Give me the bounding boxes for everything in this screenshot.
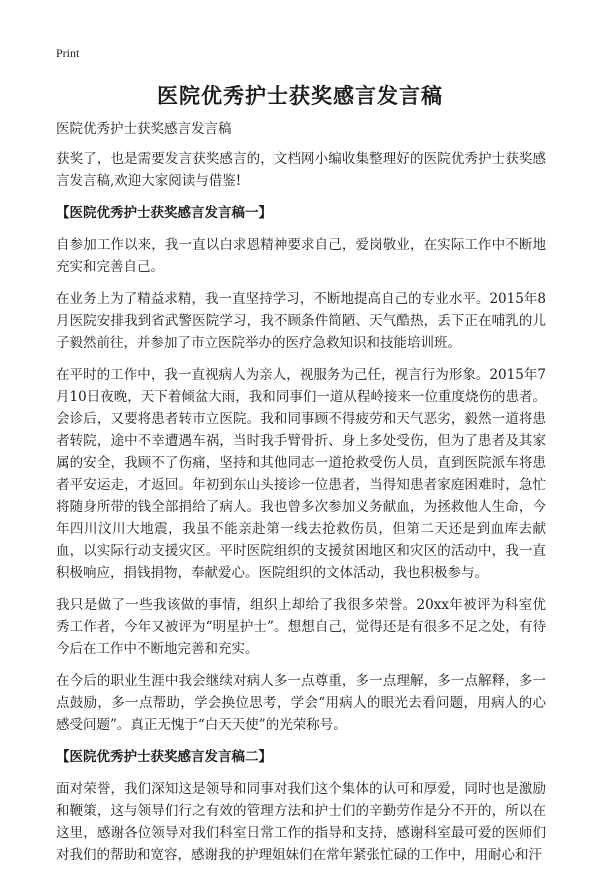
section1-paragraph: 在今后的职业生涯中我会继续对病人多一点尊重，多一点理解，多一点解释，多一点鼓励，多一点帮助，学会换位思考，学会“用病人的眼光去看问题，用病人的心感受问题”。真正无愧于“白天天使”的光荣称号。 [56,673,546,733]
intro-paragraph: 获奖了，也是需要发言获奖感言的，文档网小编收集整理好的医院优秀护士获奖感言发言稿,欢迎大家阅读与借鉴! [56,151,546,189]
section2-paragraph: 面对荣誉，我们深知这是领导和同事对我们这个集体的认可和厚爱，同时也是激励和鞭策，这与领导们行之有效的管理方法和护士们的辛勤劳作是分不开的，所以在这里，感谢各位领导对我们科室日常工作的指导和支持，感谢科室最可爱的医师们对我们的帮助和宽容，感谢我的护理姐妹们在常年紧张忙碌的工作中，用耐心和汗 [56,781,546,863]
print-label[interactable]: Print [56,46,80,60]
section1-paragraph: 在业务上为了精益求精，我一直坚持学习，不断地提高自己的专业水平。2015年8月医院安排我到省武警医院学习，我不顾条件简陋、天气酷热，丢下正在哺乳的儿子毅然前往，并参加了市立医院举办的医疗急救知识和技能培训班。 [56,291,546,351]
document-subtitle: 医院优秀护士获奖感言发言稿 [56,121,232,137]
section-heading-2: 【医院优秀护士获奖感言发言稿二】 [56,749,272,765]
section-heading-1: 【医院优秀护士获奖感言发言稿一】 [56,205,272,221]
document-title: 医院优秀护士获奖感言发言稿 [157,83,443,108]
document-body [56,118,546,876]
section1-paragraph: 我只是做了一些我该做的事情，组织上却给了我很多荣誉。20xx年被评为科室优秀工作者，今年又被评为“明星护士”。想想自己，觉得还是有很多不足之处，有待今后在工作中不断地完善和充实。 [56,597,546,657]
section1-paragraph: 在平时的工作中，我一直视病人为亲人，视服务为己任，视言行为形象。2015年7月10日夜晚，天下着倾盆大雨，我和同事们一道从程岭接来一位重度烧伤的患者。会诊后，又要将患者转市立医院。我和同事顾不得疲劳和天气恶劣，毅然一道将患者转院，途中不幸遭遇车祸，当时我手臂骨折、身上多处受伤，但为了患者及其家属的安全，我顾不了伤痛，坚持和其他同志一道抢救受伤人员，直到医院派车将患者平安运走，才返回。年初到东山头接诊一位患者，当得知患者家庭困难时，急忙将随身所带的钱全部捐给了病人。我也曾多次参加义务献血，为拯救他人生命，今年四川汶川大地震，我虽不能亲赴第一线去抢救伤员，但第二天还是到血库去献血，以实际行动支援灾区。平时医院组织的支援贫困地区和灾区的活动中，我一直积极响应，捐钱捐物，奉献爱心。医院组织的文体活动，我也积极参与。 [56,367,546,581]
section1-paragraph: 自参加工作以来，我一直以白求恩精神要求自己，爱岗敬业，在实际工作中不断地充实和完善自己。 [56,237,546,275]
